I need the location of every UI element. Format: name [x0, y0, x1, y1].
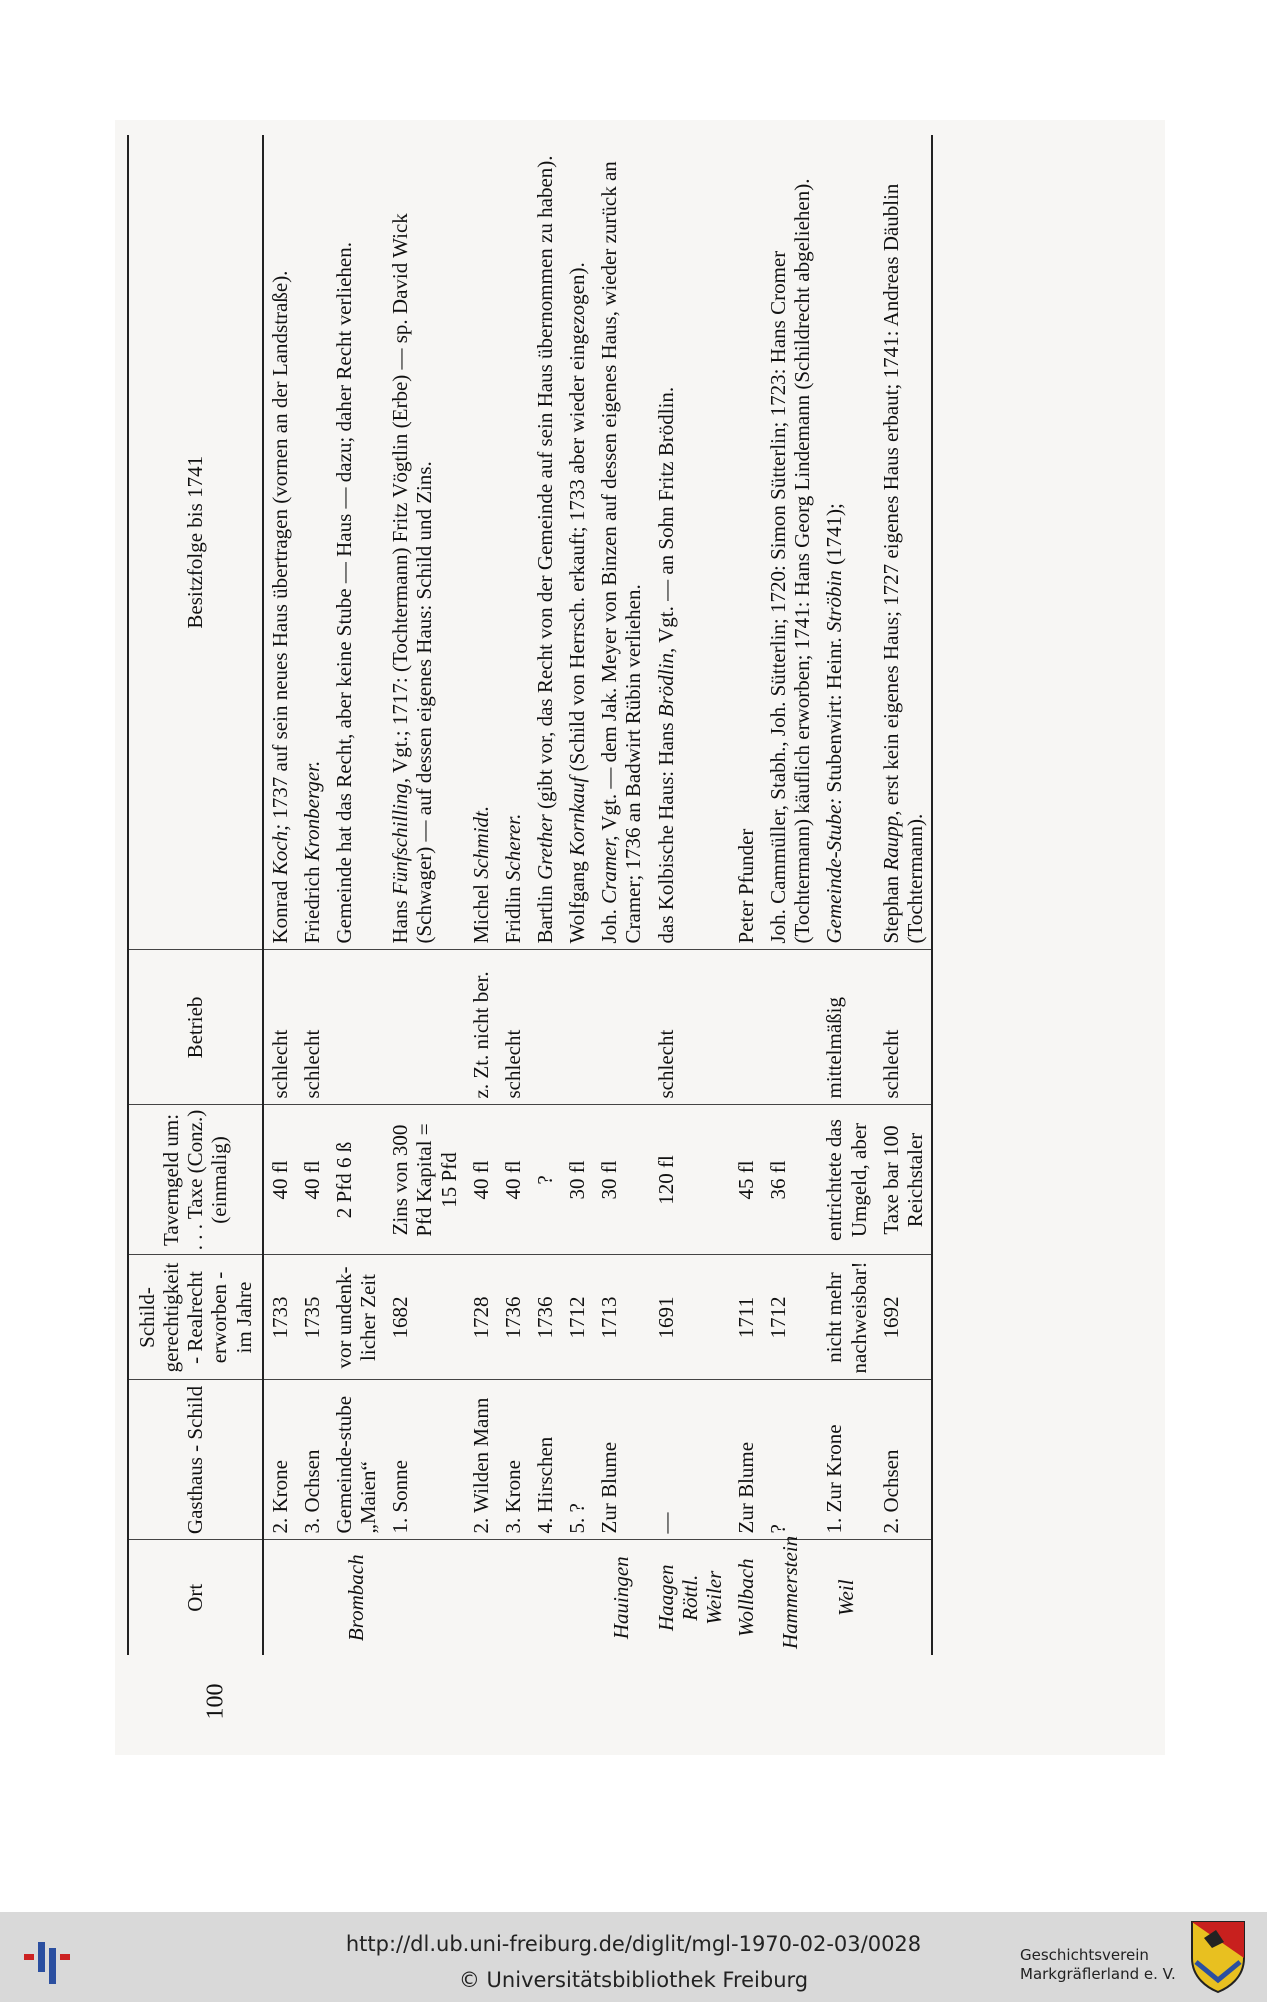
- ort-cell: [465, 1540, 497, 1655]
- betrieb-cell: [593, 950, 649, 1105]
- betrieb-cell: schlecht: [263, 950, 296, 1105]
- besitz-text: Michel: [468, 878, 493, 944]
- table-row: [497, 135, 529, 1655]
- header-schild: Schild-gerechtigkeit - Realrecht erworben - im Jahre: [128, 1255, 263, 1380]
- gasthaus-cell: 1. Sonne: [384, 1380, 464, 1540]
- society-crest-icon: [1188, 1918, 1248, 1994]
- betrieb-cell: [328, 950, 384, 1105]
- besitz-text: Vgt. — an Sohn Fritz Brödlin.: [653, 386, 678, 648]
- tavern-cell: 40 fl: [263, 1105, 296, 1255]
- society-line-1: Geschichtsverein: [1020, 1946, 1149, 1964]
- besitz-cell: [561, 135, 593, 950]
- table-row: [529, 135, 561, 1655]
- besitz-text: Bartlin: [532, 879, 557, 944]
- ort-cell: [875, 1540, 932, 1655]
- gasthaus-cell: 1. Zur Krone: [818, 1380, 874, 1540]
- jahr-cell: 1736: [529, 1255, 561, 1380]
- gasthaus-cell: 2. Wilden Mann: [465, 1380, 497, 1540]
- header-ort: Ort: [128, 1540, 263, 1655]
- header-tavern: Taverngeld um: . . . Taxe (Conz.) (einmalig): [128, 1105, 263, 1255]
- ort-cell: [296, 1540, 328, 1655]
- tavern-cell: Taxe bar 100 Reichstaler: [875, 1105, 932, 1255]
- table-row: [465, 135, 497, 1655]
- besitz-cell: [818, 135, 874, 950]
- jahr-cell: 1691: [650, 1255, 730, 1380]
- tavern-cell: 40 fl: [497, 1105, 529, 1255]
- besitz-text: Raupp,: [878, 810, 903, 871]
- jahr-cell: vor undenk-licher Zeit: [328, 1255, 384, 1380]
- gasthaus-cell: Gemeinde-stube „Maien“: [328, 1380, 384, 1540]
- tavern-cell: 40 fl: [296, 1105, 328, 1255]
- besitz-cell: [650, 135, 730, 950]
- betrieb-cell: [762, 950, 818, 1105]
- besitz-text: Gemeinde hat das Recht, aber keine Stube — Haus — dazu; daher Recht verliehen.: [331, 241, 356, 944]
- tavern-cell: 30 fl: [593, 1105, 649, 1255]
- besitz-text: Wolfgang: [565, 855, 590, 944]
- besitz-text: Konrad: [267, 875, 292, 944]
- ort-cell: Hammerstein: [778, 1535, 803, 1649]
- jahr-cell: 1692: [875, 1255, 932, 1380]
- besitz-cell: [875, 135, 932, 950]
- besitz-cell: [529, 135, 561, 950]
- gasthaus-cell: ?: [762, 1380, 818, 1540]
- gasthaus-cell: Zur Blume: [730, 1380, 762, 1540]
- besitz-text: Joh.: [597, 903, 622, 944]
- table-body: [263, 135, 932, 1655]
- tavern-cell: 120 fl: [650, 1105, 730, 1255]
- table-row: [263, 135, 296, 1655]
- ort-cell: [529, 1540, 561, 1655]
- gasthaus-cell: 2. Krone: [263, 1380, 296, 1540]
- jahr-cell: 1733: [263, 1255, 296, 1380]
- besitz-text: Friedrich: [299, 861, 324, 944]
- ort-cell: Weil: [834, 1579, 859, 1617]
- rotated-table-container: [127, 135, 1127, 1655]
- besitz-text: Peter Pfunder: [733, 828, 758, 944]
- betrieb-cell: z. Zt. nicht ber.: [465, 950, 497, 1105]
- ort-cell: Wollbach: [733, 1558, 758, 1638]
- besitz-text: Ströbin: [822, 570, 847, 633]
- besitz-text: Brödlin,: [653, 647, 678, 718]
- besitz-text: 1737 auf sein neues Haus übertragen (vornen an der Landstraße).: [267, 270, 292, 824]
- betrieb-cell: schlecht: [497, 950, 529, 1105]
- besitz-cell: [465, 135, 497, 950]
- table-row: [328, 135, 384, 1655]
- ort-cell: [384, 1540, 464, 1655]
- besitz-text: Fridlin: [500, 881, 525, 944]
- table-header-row: [128, 135, 263, 1655]
- besitz-cell: [296, 135, 328, 950]
- tavern-cell: 30 fl: [561, 1105, 593, 1255]
- jahr-cell: 1712: [762, 1255, 818, 1380]
- table-row: [818, 135, 874, 1655]
- ort-cell: Hauingen: [609, 1556, 634, 1640]
- footer-copyright: © Universitätsbibliothek Freiburg: [458, 1968, 809, 1992]
- besitz-text: Fünfschilling,: [388, 777, 413, 896]
- besitz-text: Stubenwirt: Heinr.: [822, 632, 847, 798]
- besitz-cell: [384, 135, 464, 950]
- jahr-cell: 1711: [730, 1255, 762, 1380]
- besitz-text: erst kein eigenes Haus; 1727 eigenes Haus erbaut; 1741: Andreas Däublin (Tochtermann).: [878, 183, 927, 944]
- jahr-cell: nicht mehr nachweisbar!: [818, 1255, 874, 1380]
- tavern-cell: ?: [529, 1105, 561, 1255]
- gasthaus-cell: 5. ?: [561, 1380, 593, 1540]
- betrieb-cell: mittelmäßig: [818, 950, 874, 1105]
- besitz-text: Kornkauf: [565, 776, 590, 856]
- betrieb-cell: [529, 950, 561, 1105]
- besitz-cell: [328, 135, 384, 950]
- jahr-cell: 1735: [296, 1255, 328, 1380]
- table-row: [296, 135, 328, 1655]
- header-gasthaus: Gasthaus - Schild: [128, 1380, 263, 1540]
- betrieb-cell: [561, 950, 593, 1105]
- betrieb-cell: schlecht: [296, 950, 328, 1105]
- betrieb-cell: [384, 950, 464, 1105]
- besitz-text: Vgt.; 1717: (Tochtermann) Fritz Vögtlin (Erbe) — sp. David Wick (Schwager) — auf dessen eigenes Haus: Schild und Zins.: [388, 213, 437, 944]
- ort-cell: [263, 1540, 296, 1655]
- besitz-text: (Schild von Herrsch. erkauft; 1733 aber wieder eingezogen).: [565, 262, 590, 777]
- table-row: [762, 135, 818, 1655]
- besitz-text: Cramer,: [597, 835, 622, 904]
- header-besitz: Besitzfolge bis 1741: [128, 135, 263, 950]
- jahr-cell: 1713: [593, 1255, 649, 1380]
- besitz-cell: [263, 135, 296, 950]
- besitz-text: Hans: [388, 895, 413, 944]
- besitz-text: Joh. Cammüller, Stabh., Joh. Sütterlin; 1720: Simon Sütterlin; 1723: Hans Cromer (Tochtermann) käuflich erworben; 1741: Hans Georg Lindemann (Schildrecht abgeliehen).: [766, 178, 815, 944]
- besitz-text: Kronberger.: [299, 760, 324, 862]
- besitz-text: Vgt. — dem Jak. Meyer von Binzen auf dessen eigenes Haus, wieder zurück an Cramer; 1736 an Badwirt Rübin verliehen.: [597, 161, 646, 944]
- besitz-text: Koch;: [267, 823, 292, 876]
- tavern-cell: entrichtete das Umgeld, aber: [818, 1105, 874, 1255]
- besitz-text: Schmidt.: [468, 805, 493, 879]
- ort-cell: Haagen Röttl. Weiler: [653, 1564, 726, 1631]
- jahr-cell: 1682: [384, 1255, 464, 1380]
- table-row: [561, 135, 593, 1655]
- ort-cell: [561, 1540, 593, 1655]
- besitz-cell: [593, 135, 649, 950]
- society-name: [1020, 1946, 1176, 1984]
- besitz-text: (gibt vor, das Recht von der Gemeinde auf sein Haus übernommen zu haben).: [532, 155, 557, 815]
- jahr-cell: 1712: [561, 1255, 593, 1380]
- header-betrieb: Betrieb: [128, 950, 263, 1105]
- footer-url-link[interactable]: http://dl.ub.uni-freiburg.de/diglit/mgl-1970-02-03/0028: [345, 1932, 922, 1956]
- tavern-cell: 45 fl: [730, 1105, 762, 1255]
- jahr-cell: 1736: [497, 1255, 529, 1380]
- besitz-text: Scherer.: [500, 813, 525, 882]
- besitz-text: Gemeinde-Stube:: [822, 797, 847, 944]
- besitz-cell: [730, 135, 762, 950]
- gasthaus-cell: 3. Ochsen: [296, 1380, 328, 1540]
- tavern-table: [127, 135, 933, 1655]
- betrieb-cell: schlecht: [650, 950, 730, 1105]
- betrieb-cell: schlecht: [875, 950, 932, 1105]
- table-row: [875, 135, 932, 1655]
- society-line-2: Markgräflerland e. V.: [1020, 1964, 1176, 1983]
- gasthaus-cell: —: [650, 1380, 730, 1540]
- besitz-cell: [762, 135, 818, 950]
- table-row: [650, 135, 730, 1655]
- table-row: [730, 135, 762, 1655]
- ort-cell: Brombach: [344, 1554, 369, 1642]
- tavern-cell: 40 fl: [465, 1105, 497, 1255]
- page-number: 100: [202, 1683, 229, 1720]
- besitz-text: (1741);: [822, 503, 847, 571]
- besitz-text: das Kolbische Haus: Hans: [653, 717, 678, 944]
- gasthaus-cell: 4. Hirschen: [529, 1380, 561, 1540]
- table-row: [384, 135, 464, 1655]
- jahr-cell: 1728: [465, 1255, 497, 1380]
- tavern-cell: 36 fl: [762, 1105, 818, 1255]
- ort-cell: [497, 1540, 529, 1655]
- besitz-text: Stephan: [878, 870, 903, 944]
- besitz-text: Grether: [532, 814, 557, 880]
- footer-bar: [0, 1912, 1267, 2002]
- tavern-cell: 2 Pfd 6 ß: [328, 1105, 384, 1255]
- gasthaus-cell: Zur Blume: [593, 1380, 649, 1540]
- gasthaus-cell: 2. Ochsen: [875, 1380, 932, 1540]
- table-row: [593, 135, 649, 1655]
- tavern-cell: Zins von 300 Pfd Kapital = 15 Pfd: [384, 1105, 464, 1255]
- besitz-cell: [497, 135, 529, 950]
- gasthaus-cell: 3. Krone: [497, 1380, 529, 1540]
- betrieb-cell: [730, 950, 762, 1105]
